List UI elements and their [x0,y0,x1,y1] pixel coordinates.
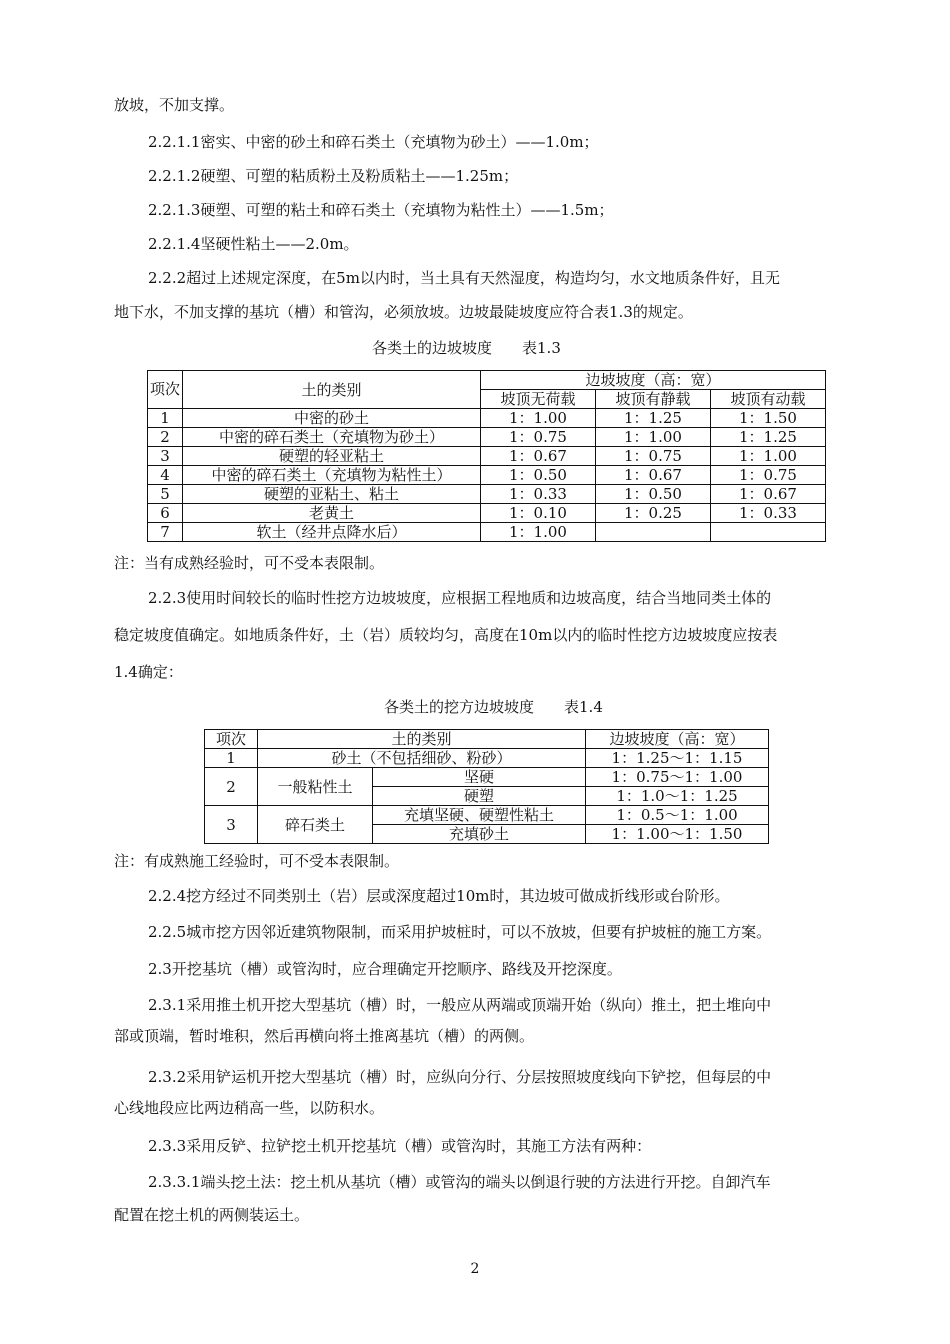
column-header: 项次 [148,371,183,409]
table-cell: 1 [148,409,183,428]
table-cell: 1：0.10 [481,504,596,523]
paragraph-line: 2.3开挖基坑（槽）或管沟时，应合理确定开挖顺序、路线及开挖深度。 [148,960,622,978]
paragraph-line: 稳定坡度值确定。如地质条件好，土（岩）质较均匀，高度在10m以内的临时性挖方边坡坡度应按表 [114,626,778,644]
table-cell: 1：0.25 [596,504,711,523]
table-cell: 1：0.67 [481,447,596,466]
paragraph-line: 配置在挖土机的两侧装运土。 [114,1206,310,1224]
table-cell: 1：1.00 [596,428,711,447]
table-cell: 6 [148,504,183,523]
paragraph-line: 地下水，不加支撑的基坑（槽）和管沟，必须放坡。边坡最陡坡度应符合表1.3的规定。 [114,303,693,321]
table-caption: 各类土的挖方边坡坡度 表1.4 [384,698,603,716]
table-cell: 1：0.33 [711,504,826,523]
table-cell: 7 [148,523,183,542]
table-cell: 1：0.5～1：1.00 [586,806,769,825]
table-cell: 1：1.50 [711,409,826,428]
table-caption: 各类土的边坡坡度 表1.3 [372,339,561,357]
excavation-slope-table-1-4 [204,729,769,844]
paragraph-line: 部或顶端，暂时堆积，然后再横向将土推离基坑（槽）的两侧。 [114,1027,535,1045]
table-row [148,523,826,542]
table-row [148,485,826,504]
table-row [148,504,826,523]
table-cell: 1：0.67 [711,485,826,504]
column-header: 边坡坡度（高：宽） [586,730,769,749]
table-cell: 5 [148,485,183,504]
table-cell: 中密的碎石类土（充填物为粘性土） [183,466,481,485]
table-cell: 1：0.75 [711,466,826,485]
table-cell: 1：0.67 [596,466,711,485]
table-cell: 硬塑的轻亚粘土 [183,447,481,466]
paragraph-line: 2.3.1采用推土机开挖大型基坑（槽）时，一般应从两端或顶端开始（纵向）推土，把土堆向中 [148,996,772,1014]
table-cell: 1：1.00 [481,523,596,542]
paragraph-line: 2.2.2超过上述规定深度，在5m以内时，当土具有天然湿度，构造均匀，水文地质条件好，且无 [148,269,780,287]
paragraph-line: 2.3.3.1端头挖土法：挖土机从基坑（槽）或管沟的端头以倒退行驶的方法进行开挖。自卸汽车 [148,1173,771,1191]
paragraph-line: 2.2.1.2硬塑、可塑的粘质粉土及粉质粘土——1.25m； [148,167,519,185]
table-row [148,466,826,485]
table-cell: 1：1.25～1：1.15 [586,749,769,768]
table-cell: 1：0.50 [596,485,711,504]
paragraph-line: 2.3.3采用反铲、拉铲挖土机开挖基坑（槽）或管沟时，其施工方法有两种： [148,1137,652,1155]
table-row [205,749,769,768]
paragraph-line: 2.2.1.3硬塑、可塑的粘土和碎石类土（充填物为粘性土）——1.5m； [148,201,614,219]
table-cell: 软土（经井点降水后） [183,523,481,542]
table-cell: 1：0.50 [481,466,596,485]
table-cell: 1：0.75 [481,428,596,447]
column-header: 边坡坡度（高：宽） [481,371,826,390]
table-cell: 充填坚硬、硬塑性粘土 [373,806,586,825]
table-cell: 1：1.25 [596,409,711,428]
paragraph-line: 心线地段应比两边稍高一些，以防积水。 [114,1099,385,1117]
paragraph-line: 2.2.1.4坚硬性粘土——2.0m。 [148,235,359,253]
table-cell: 充填砂土 [373,825,586,844]
table-cell: 1：1.0～1：1.25 [586,787,769,806]
column-header: 土的类别 [258,730,586,749]
paragraph-line: 2.2.4挖方经过不同类别土（岩）层或深度超过10m时，其边坡可做成折线形或台阶形。 [148,887,730,905]
column-header: 土的类别 [183,371,481,409]
table-row [148,447,826,466]
table-note: 注：有成熟施工经验时，可不受本表限制。 [114,852,400,870]
table-cell: 3 [205,806,258,844]
table-cell: 4 [148,466,183,485]
table-cell: 老黄土 [183,504,481,523]
paragraph-line: 2.2.1.1密实、中密的砂土和碎石类土（充填物为砂土）——1.0m； [148,133,599,151]
table-cell: 2 [205,768,258,806]
paragraph-line: 1.4确定： [114,663,183,681]
table-note: 注：当有成熟经验时，可不受本表限制。 [114,554,385,572]
column-header: 项次 [205,730,258,749]
table-cell: 1：0.75～1：1.00 [586,768,769,787]
table-cell: 2 [148,428,183,447]
column-header: 坡顶有静载 [596,390,711,409]
table-cell: 硬塑 [373,787,586,806]
slope-table-1-3 [147,370,826,542]
table-cell: 1：1.25 [711,428,826,447]
table-cell [596,523,711,542]
table-row [148,409,826,428]
page-number: 2 [470,1261,480,1277]
table-row [148,428,826,447]
table-cell: 1 [205,749,258,768]
paragraph-line: 2.2.3使用时间较长的临时性挖方边坡坡度，应根据工程地质和边坡高度，结合当地同类土体的 [148,589,772,607]
paragraph-line: 2.2.5城市挖方因邻近建筑物限制，而采用护坡桩时，可以不放坡，但要有护坡桩的施工方案。 [148,923,772,941]
paragraph-line: 放坡，不加支撑。 [114,96,235,114]
table-cell: 1：0.33 [481,485,596,504]
table-cell: 1：1.00 [711,447,826,466]
table-cell [711,523,826,542]
table-cell: 中密的碎石类土（充填物为砂土） [183,428,481,447]
table-cell: 中密的砂土 [183,409,481,428]
table-cell: 1：1.00 [481,409,596,428]
column-header: 坡顶无荷载 [481,390,596,409]
table-cell: 3 [148,447,183,466]
table-cell: 1：0.75 [596,447,711,466]
table-cell: 1：1.00～1：1.50 [586,825,769,844]
table-row [205,768,769,787]
table-cell: 碎石类土 [258,806,373,844]
table-row [205,806,769,825]
table-cell: 坚硬 [373,768,586,787]
column-header: 坡顶有动载 [711,390,826,409]
paragraph-line: 2.3.2采用铲运机开挖大型基坑（槽）时，应纵向分行、分层按照坡度线向下铲挖，但每层的中 [148,1068,772,1086]
table-cell: 一般粘性土 [258,768,373,806]
table-cell: 硬塑的亚粘土、粘土 [183,485,481,504]
table-cell: 砂土（不包括细砂、粉砂） [258,749,586,768]
